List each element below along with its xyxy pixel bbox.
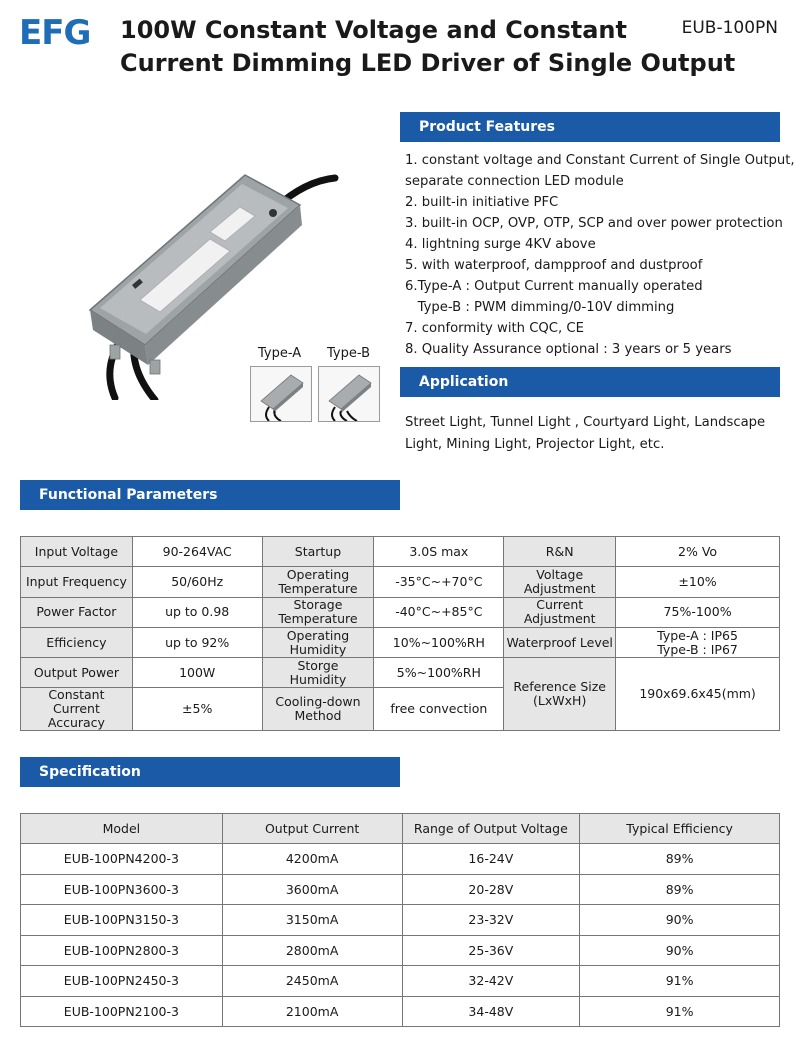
application-line-1: Street Light, Tunnel Light , Courtyard Light, Landscape — [405, 415, 766, 430]
table-header-row — [21, 814, 780, 844]
model-code: EUB-100PN — [681, 18, 778, 38]
feature-list — [405, 150, 795, 360]
page-title — [120, 14, 760, 80]
table-cell: EUB-100PN3150-3 — [21, 905, 223, 936]
table-cell: EUB-100PN2100-3 — [21, 996, 223, 1027]
table-row — [21, 966, 780, 997]
feature-item: 7. conformity with CQC, CE — [405, 321, 584, 336]
param-value: 2% Vo — [616, 537, 780, 567]
table-cell: 89% — [580, 844, 780, 875]
product-image — [70, 160, 370, 400]
param-label — [504, 658, 616, 731]
table-cell: 25-36V — [402, 935, 580, 966]
param-value: 50/60Hz — [132, 567, 262, 597]
param-value: 75%-100% — [616, 597, 780, 627]
feature-item: 3. built-in OCP, OVP, OTP, SCP and over power protection — [405, 216, 783, 231]
label-line: Temperature — [278, 580, 358, 596]
param-label: Output Power — [21, 658, 133, 688]
label-line: Operating — [286, 627, 350, 643]
table-cell: EUB-100PN4200-3 — [21, 844, 223, 875]
table-cell: 90% — [580, 935, 780, 966]
table-cell: 20-28V — [402, 874, 580, 905]
param-value: up to 92% — [132, 627, 262, 657]
label-line: Storage — [293, 597, 343, 613]
type-b-thumbnail — [318, 366, 380, 422]
table-row — [21, 537, 780, 567]
value-line: Type-B : IP67 — [657, 641, 738, 657]
label-line: Adjustment — [523, 580, 596, 596]
feature-item: 5. with waterproof, dampproof and dustproof — [405, 258, 703, 273]
specification-table — [20, 813, 780, 1027]
table-cell: 16-24V — [402, 844, 580, 875]
feature-item: 2. built-in initiative PFC — [405, 195, 559, 210]
table-row — [21, 996, 780, 1027]
type-b-label: Type-B — [327, 346, 371, 361]
table-cell: 23-32V — [402, 905, 580, 936]
table-row — [21, 905, 780, 936]
label-line: Cooling-down — [275, 694, 361, 710]
table-cell: 2100mA — [222, 996, 402, 1027]
feature-item: 1. constant voltage and Constant Current of Single Output, — [405, 153, 795, 168]
param-value: up to 0.98 — [132, 597, 262, 627]
label-line: Storge — [297, 657, 339, 673]
label-line: Adjustment — [523, 611, 596, 627]
table-row — [21, 844, 780, 875]
label-line: Humidity — [289, 671, 347, 687]
table-cell: 2450mA — [222, 966, 402, 997]
label-line: Current — [536, 597, 584, 613]
param-label: Efficiency — [21, 627, 133, 657]
param-label — [504, 567, 616, 597]
functional-parameters-table — [20, 536, 780, 731]
label-line: (LxWxH) — [533, 693, 587, 709]
brand-logo: EFG — [19, 13, 91, 53]
param-label — [262, 658, 374, 688]
table-cell: 32-42V — [402, 966, 580, 997]
param-value: 5%~100%RH — [374, 658, 504, 688]
type-b-thumbnail-image — [319, 367, 379, 421]
column-header: Output Current — [222, 814, 402, 844]
label-line: Accuracy — [47, 715, 105, 731]
table-cell: EUB-100PN2450-3 — [21, 966, 223, 997]
column-header: Typical Efficiency — [580, 814, 780, 844]
label-line: Humidity — [289, 641, 347, 657]
label-line: Voltage — [536, 566, 584, 582]
table-row — [21, 627, 780, 657]
param-label: Startup — [262, 537, 374, 567]
param-label: Waterproof Level — [504, 627, 616, 657]
param-value — [616, 627, 780, 657]
param-label — [21, 688, 133, 731]
label-line: Reference Size — [513, 679, 606, 695]
table-cell: 34-48V — [402, 996, 580, 1027]
type-a-thumbnail — [250, 366, 312, 422]
label-line: Temperature — [278, 611, 358, 627]
table-cell: 4200mA — [222, 844, 402, 875]
table-cell: 90% — [580, 905, 780, 936]
label-line: Method — [294, 708, 342, 724]
title-line-1: 100W Constant Voltage and Constant — [120, 16, 627, 44]
param-label: Input Frequency — [21, 567, 133, 597]
table-cell: EUB-100PN3600-3 — [21, 874, 223, 905]
type-a-thumbnail-image — [251, 367, 311, 421]
column-header: Model — [21, 814, 223, 844]
param-label — [262, 567, 374, 597]
feature-item: separate connection LED module — [405, 174, 624, 189]
specification-banner: Specification — [20, 757, 400, 787]
value-line: Type-A : IP65 — [657, 627, 738, 643]
param-label: Input Voltage — [21, 537, 133, 567]
param-value: 190x69.6x45(mm) — [616, 658, 780, 731]
table-row — [21, 567, 780, 597]
table-cell: 3600mA — [222, 874, 402, 905]
application-line-2: Light, Mining Light, Projector Light, etc. — [405, 437, 665, 452]
table-cell: 91% — [580, 996, 780, 1027]
param-label — [504, 597, 616, 627]
title-line-2: Current Dimming LED Driver of Single Output — [120, 49, 736, 77]
param-label — [262, 597, 374, 627]
param-value: 100W — [132, 658, 262, 688]
param-value: 3.0S max — [374, 537, 504, 567]
table-row — [21, 874, 780, 905]
param-label: R&N — [504, 537, 616, 567]
param-value: -35°C~+70°C — [374, 567, 504, 597]
type-a-label: Type-A — [258, 346, 302, 361]
param-value: ±10% — [616, 567, 780, 597]
table-row — [21, 658, 780, 688]
feature-item: 6.Type-A : Output Current manually operated — [405, 279, 703, 294]
product-features-banner: Product Features — [400, 112, 780, 142]
param-label: Power Factor — [21, 597, 133, 627]
param-label — [262, 627, 374, 657]
table-row — [21, 935, 780, 966]
feature-item: 4. lightning surge 4KV above — [405, 237, 596, 252]
table-cell: 3150mA — [222, 905, 402, 936]
application-banner: Application — [400, 367, 780, 397]
table-cell: 2800mA — [222, 935, 402, 966]
param-label — [262, 688, 374, 731]
param-value: 10%~100%RH — [374, 627, 504, 657]
label-line: Operating — [286, 566, 350, 582]
feature-item: Type-B : PWM dimming/0-10V dimming — [405, 300, 675, 315]
param-value: free convection — [374, 688, 504, 731]
feature-item: 8. Quality Assurance optional : 3 years or 5 years — [405, 342, 732, 357]
param-value: -40°C~+85°C — [374, 597, 504, 627]
table-cell: EUB-100PN2800-3 — [21, 935, 223, 966]
label-line: Constant Current — [48, 687, 105, 717]
functional-parameters-banner: Functional Parameters — [20, 480, 400, 510]
table-row — [21, 597, 780, 627]
column-header: Range of Output Voltage — [402, 814, 580, 844]
table-cell: 89% — [580, 874, 780, 905]
table-cell: 91% — [580, 966, 780, 997]
param-value: 90-264VAC — [132, 537, 262, 567]
param-value: ±5% — [132, 688, 262, 731]
application-text — [405, 412, 785, 456]
